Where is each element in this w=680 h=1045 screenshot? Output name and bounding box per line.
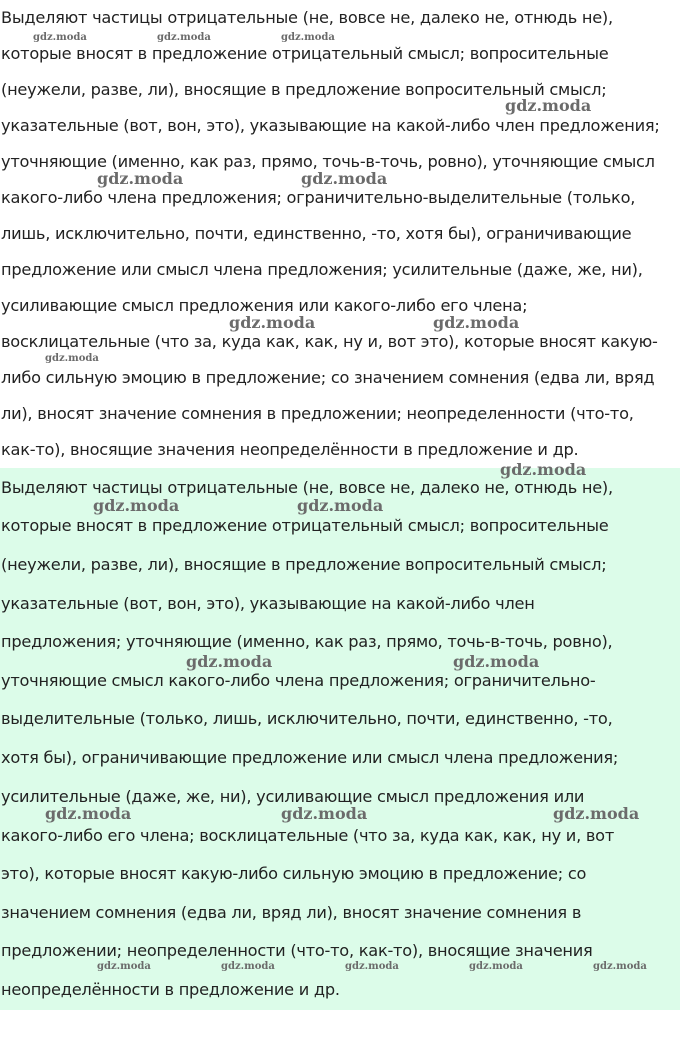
watermark-logo: gdz.moda [281,32,335,43]
watermark-logo: gdz.moda [500,460,587,479]
text-line: лишь, исключительно, почти, единственно, -то, хотя бы), ограничивающие [1,224,632,243]
text-line: усиливающие смысл предложения или какого-либо его члена; [1,296,528,315]
watermark-logo: gdz.moda [301,169,388,188]
watermark-logo: gdz.moda [469,961,523,972]
text-line: усилительные (даже, же, ни), усиливающие смысл предложения или [1,787,585,806]
text-line: Выделяют частицы отрицательные (не, вовсе не, далеко не, отнюдь не), [1,8,613,27]
watermark-logo: gdz.moda [33,32,87,43]
text-line: Выделяют частицы отрицательные (не, вовсе не, далеко не, отнюдь не), [1,478,613,497]
text-line: предложение или смысл члена предложения; усилительные (даже, же, ни), [1,260,643,279]
watermark-logo: gdz.moda [505,96,592,115]
text-line: ли), вносят значение сомнения в предложении; неопределенности (что-то, [1,404,634,423]
text-line: либо сильную эмоцию в предложение; со значением сомнения (едва ли, вряд [1,368,655,387]
text-line: какого-либо его члена; восклицательные (что за, куда как, как, ну и, вот [1,826,614,845]
text-line: указательные (вот, вон, это), указывающие на какой-либо член [1,594,535,613]
text-line: значением сомнения (едва ли, вряд ли), вносят значение сомнения в [1,903,582,922]
text-line: уточняющие смысл какого-либо члена предложения; ограничительно- [1,671,596,690]
text-line: хотя бы), ограничивающие предложение или смысл члена предложения; [1,748,619,767]
watermark-logo: gdz.moda [345,961,399,972]
watermark-logo: gdz.moda [93,496,180,515]
text-line: (неужели, разве, ли), вносящие в предложение вопросительный смысл; [1,80,607,99]
watermark-logo: gdz.moda [553,804,640,823]
text-line: предложения; уточняющие (именно, как раз, прямо, точь-в-точь, ровно), [1,632,613,651]
text-line: неопределённости в предложение и др. [1,980,340,999]
text-line: выделительные (только, лишь, исключительно, почти, единственно, -то, [1,709,613,728]
watermark-logo: gdz.moda [297,496,384,515]
text-line: восклицательные (что за, куда как, как, ну и, вот это), которые вносят какую- [1,332,658,351]
watermark-logo: gdz.moda [229,313,316,332]
text-line: которые вносят в предложение отрицательный смысл; вопросительные [1,516,609,535]
watermark-logo: gdz.moda [157,32,211,43]
watermark-logo: gdz.moda [453,652,540,671]
watermark-logo: gdz.moda [433,313,520,332]
watermark-logo: gdz.moda [45,804,132,823]
watermark-logo: gdz.moda [593,961,647,972]
text-line: (неужели, разве, ли), вносящие в предложение вопросительный смысл; [1,555,607,574]
watermark-logo: gdz.moda [45,353,99,364]
watermark-logo: gdz.moda [97,961,151,972]
text-line: которые вносят в предложение отрицательный смысл; вопросительные [1,44,609,63]
answer-text-block-1 [0,0,680,468]
text-line: предложении; неопределенности (что-то, как-то), вносящие значения [1,941,593,960]
answer-text-block-2 [0,468,680,1010]
watermark-logo: gdz.moda [281,804,368,823]
text-line: это), которые вносят какую-либо сильную эмоцию в предложение; со [1,864,587,883]
watermark-logo: gdz.moda [221,961,275,972]
watermark-logo: gdz.moda [97,169,184,188]
text-line: какого-либо члена предложения; ограничительно-выделительные (только, [1,188,636,207]
text-line: как-то), вносящие значения неопределённости в предложение и др. [1,440,579,459]
text-line: указательные (вот, вон, это), указывающие на какой-либо член предложения; [1,116,660,135]
watermark-logo: gdz.moda [186,652,273,671]
text-line: уточняющие (именно, как раз, прямо, точь-в-точь, ровно), уточняющие смысл [1,152,655,171]
